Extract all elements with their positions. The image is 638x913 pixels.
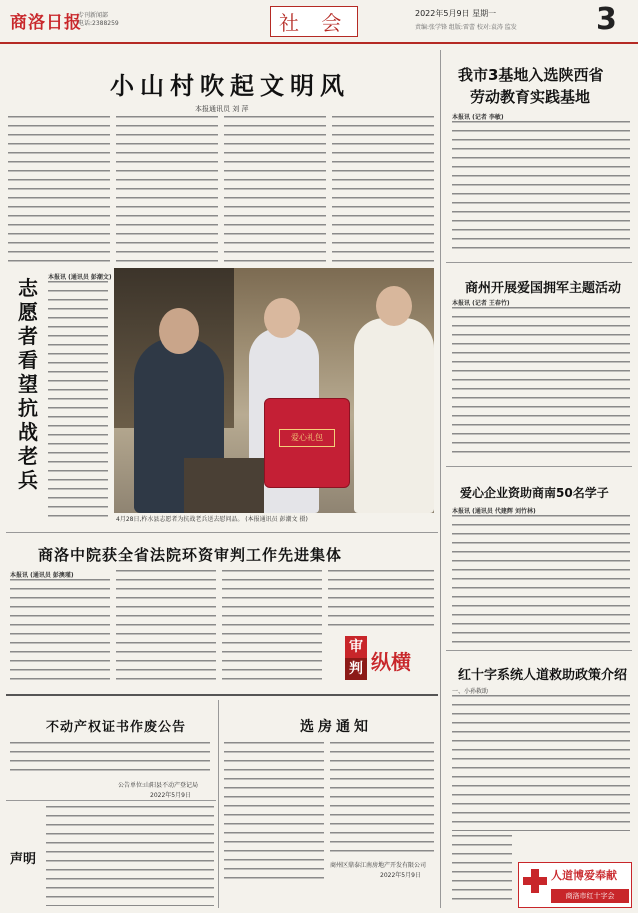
notice3-body [46, 806, 214, 906]
article1-col2 [116, 116, 218, 262]
redcross-icon [523, 869, 547, 893]
divider [446, 262, 632, 263]
article2-title-line1: 我市3基地入选陕西省 [458, 66, 604, 84]
column-divider [218, 700, 219, 908]
article1-byline: 本报通讯员 刘 萍 [195, 105, 249, 113]
notice2-col1 [224, 742, 324, 882]
article7-body [452, 695, 630, 831]
article1-col4 [332, 116, 434, 262]
article6-lead: 本报讯 (通讯员 彭澳瑾) [10, 572, 74, 579]
notice1-body [10, 742, 210, 778]
notice2-title: 选房通知 [300, 719, 372, 735]
article6-col2 [116, 570, 216, 687]
notice1-title: 不动产权证书作废公告 [46, 720, 187, 735]
article2-lead: 本报讯 (记者 李敏) [452, 114, 504, 121]
issue-date: 2022年5月9日 星期一 [415, 9, 497, 18]
column-divider [440, 50, 441, 480]
article5-lead: 本报讯 (通讯员 代建辉 刘竹林) [452, 508, 536, 515]
notice2-signer: 商州区鼎泰江南房地产开发有限公司 [330, 862, 427, 869]
page-number: 3 [596, 2, 617, 37]
divider [6, 694, 438, 696]
divider [6, 800, 216, 801]
article6-title: 商洛中院获全省法院环资审判工作先进集体 [38, 546, 343, 564]
photo-caption: 4月28日,柞水县志愿者为抗战老兵送去慰问品。 (本报通讯员 彭潮文 摄) [116, 516, 308, 523]
article6-col3 [222, 570, 322, 687]
masthead-contact: 专刊新闻部 电话:2388259 [78, 12, 119, 27]
notice1-date: 2022年5月9日 [150, 792, 191, 799]
article4-body [452, 307, 630, 457]
divider [6, 532, 438, 533]
article3-photo [114, 268, 434, 513]
article6-col4 [328, 570, 434, 626]
article4-lead: 本报讯 (记者 王春竹) [452, 300, 510, 307]
newspaper-logo: 商洛日报 [10, 13, 82, 33]
volunteer-figure [354, 318, 434, 513]
article1-title: 小山村吹起文明风 [110, 72, 350, 100]
notice2-date: 2022年5月9日 [380, 872, 421, 879]
article7-subhead: 一、小孙救助 [452, 688, 489, 695]
article3-byline: 本报讯 (通讯员 彭潮文) [48, 274, 112, 281]
article4-title: 商州开展爱国拥军主题活动 [465, 281, 622, 296]
article3-vertical-title: 志愿者看望抗战老兵 [18, 276, 38, 492]
article1-col3 [224, 116, 326, 262]
article3-body [48, 281, 108, 517]
notice3-title: 声明 [10, 852, 37, 867]
gift-bag: 爱心礼包 [264, 398, 350, 488]
article7-tail [452, 835, 512, 905]
divider [446, 650, 632, 651]
notice1-signer: 公告单位:山阳县不动产登记局 [118, 782, 199, 789]
article5-title: 爱心企业资助商南50名学子 [460, 486, 609, 500]
section-title: 社 会 [270, 6, 358, 37]
column-stamp: 审 判 纵横 [345, 632, 429, 682]
redcross-org: 商洛市红十字会 [551, 889, 629, 903]
article2-title-line2: 劳动教育实践基地 [470, 88, 591, 106]
redcross-ad [518, 862, 632, 908]
editors-line: 责编:张学锋 组版:雷蕾 校对:袁涛 监发 [415, 24, 517, 31]
article2-body [452, 121, 630, 255]
article6-col1 [10, 579, 110, 687]
divider [446, 466, 632, 467]
article7-title: 红十字系统人道救助政策介绍 [458, 668, 628, 683]
column-divider [440, 480, 441, 908]
article5-body [452, 515, 630, 643]
notice2-col2 [330, 742, 434, 852]
article1-col1 [8, 116, 110, 262]
redcross-slogan: 人道博爱奉献 [551, 869, 617, 882]
